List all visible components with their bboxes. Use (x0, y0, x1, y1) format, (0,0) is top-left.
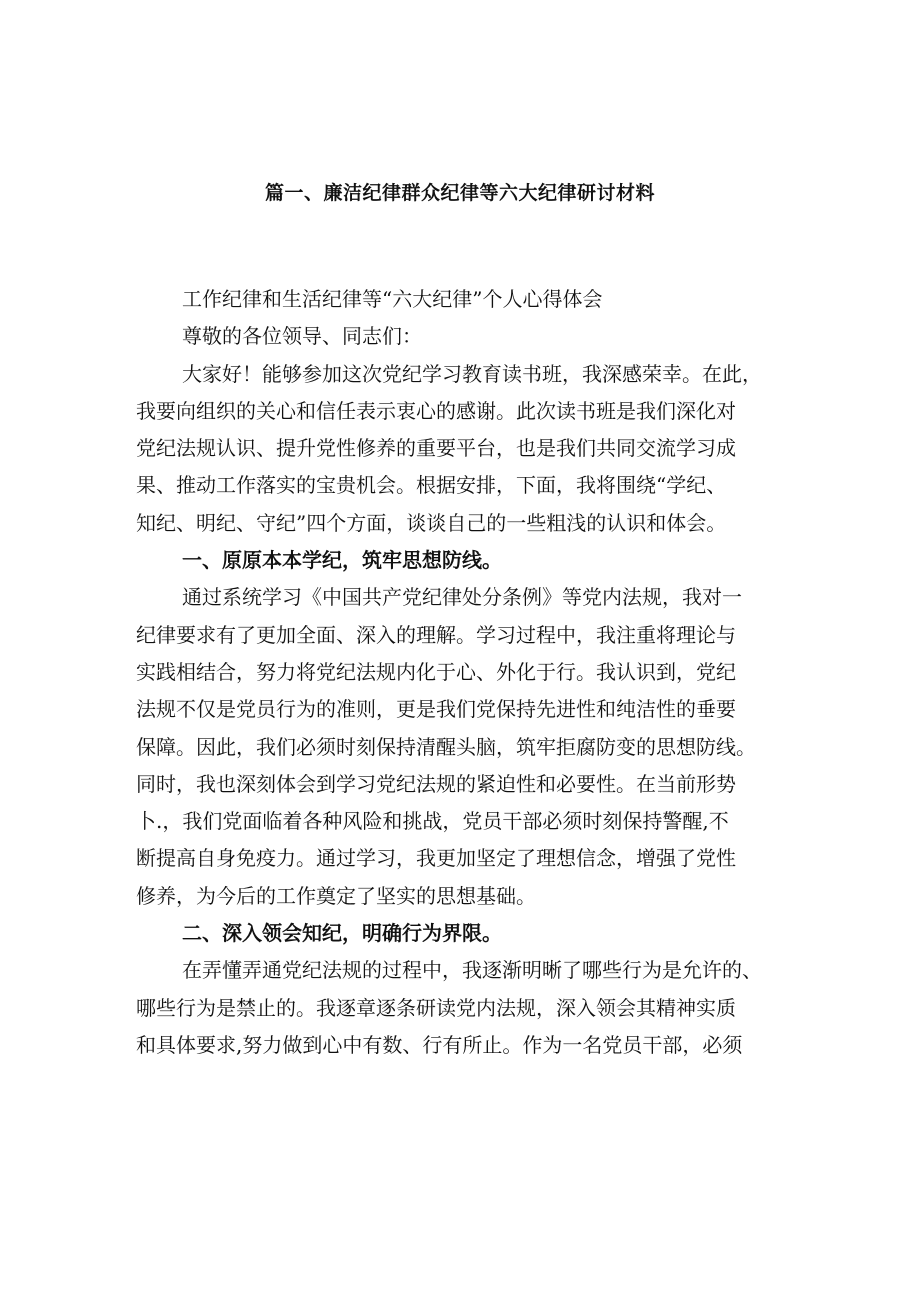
text-line: 法规不仅是党员行为的准则，更是我们党保持先进性和纯洁性的垂要 (136, 697, 736, 722)
text-line: 在弄懂弄通党纪法规的过程中，我逐渐明晰了哪些行为是允许的、 (182, 958, 762, 983)
text-line: 卜.，我们党面临着各种风险和挑战，党员干部必须时刻保持警醒,不 (136, 809, 729, 834)
text-line: 我要向组织的关心和信任表示衷心的感谢。此次读书班是我们深化对 (136, 398, 736, 423)
document-title: 篇一、廉洁纪律群众纪律等六大纪律研讨材料 (264, 182, 655, 204)
section-heading: 二、深入领会知纪，明确行为界限。 (182, 921, 502, 946)
text-line: 工作纪律和生活纪律等“六大纪律”个人心得体会 (182, 287, 603, 311)
document-body (136, 281, 800, 1064)
text-line: 和具体要求,努力做到心中有数、行有所止。作为一名党员干部，必须 (136, 1032, 743, 1057)
text-line: 断提高自身免疫力。通过学习，我更加坚定了理想信念，增强了党性 (136, 846, 736, 871)
section-heading: 一、原原本本学纪，筑牢思想防线。 (182, 548, 502, 573)
text-line: 果、推动工作落实的宝贵机会。根据安排，下面，我将围绕“学纪、 (136, 473, 727, 498)
text-line: 大家好！能够参加这次党纪学习教育读书班，我深感荣幸。在此， (182, 361, 762, 386)
text-line: 尊敬的各位领导、同志们： (182, 324, 422, 349)
text-line: 党纪法规认识、提升党性修养的重要平台，也是我们共同交流学习成 (136, 436, 736, 461)
text-line: 保障。因此，我们必须时刻保持清醒头脑，筑牢拒腐防变的思想防线。 (136, 734, 756, 759)
text-line: 哪些行为是禁止的。我逐章逐条研读党内法规，深入领会其精神实质 (136, 995, 736, 1020)
text-line: 同时，我也深刻体会到学习党纪法规的紧迫性和必要性。在当前形势 (136, 771, 736, 796)
text-line: 纪律要求有了更加全面、深入的理解。学习过程中，我注重将理论与 (136, 622, 736, 647)
text-line: 实践相结合，努力将党纪法规内化于心、外化于行。我认识到，党纪 (136, 659, 736, 684)
text-line: 修养，为今后的工作奠定了坚实的思想基础。 (136, 883, 536, 908)
text-line: 知纪、明纪、守纪”四个方面，谈谈自己的一些粗浅的认识和体会。 (136, 510, 727, 535)
text-line: 通过系统学习《中国共产党纪律处分条例》等党内法规，我对一 (182, 585, 742, 610)
